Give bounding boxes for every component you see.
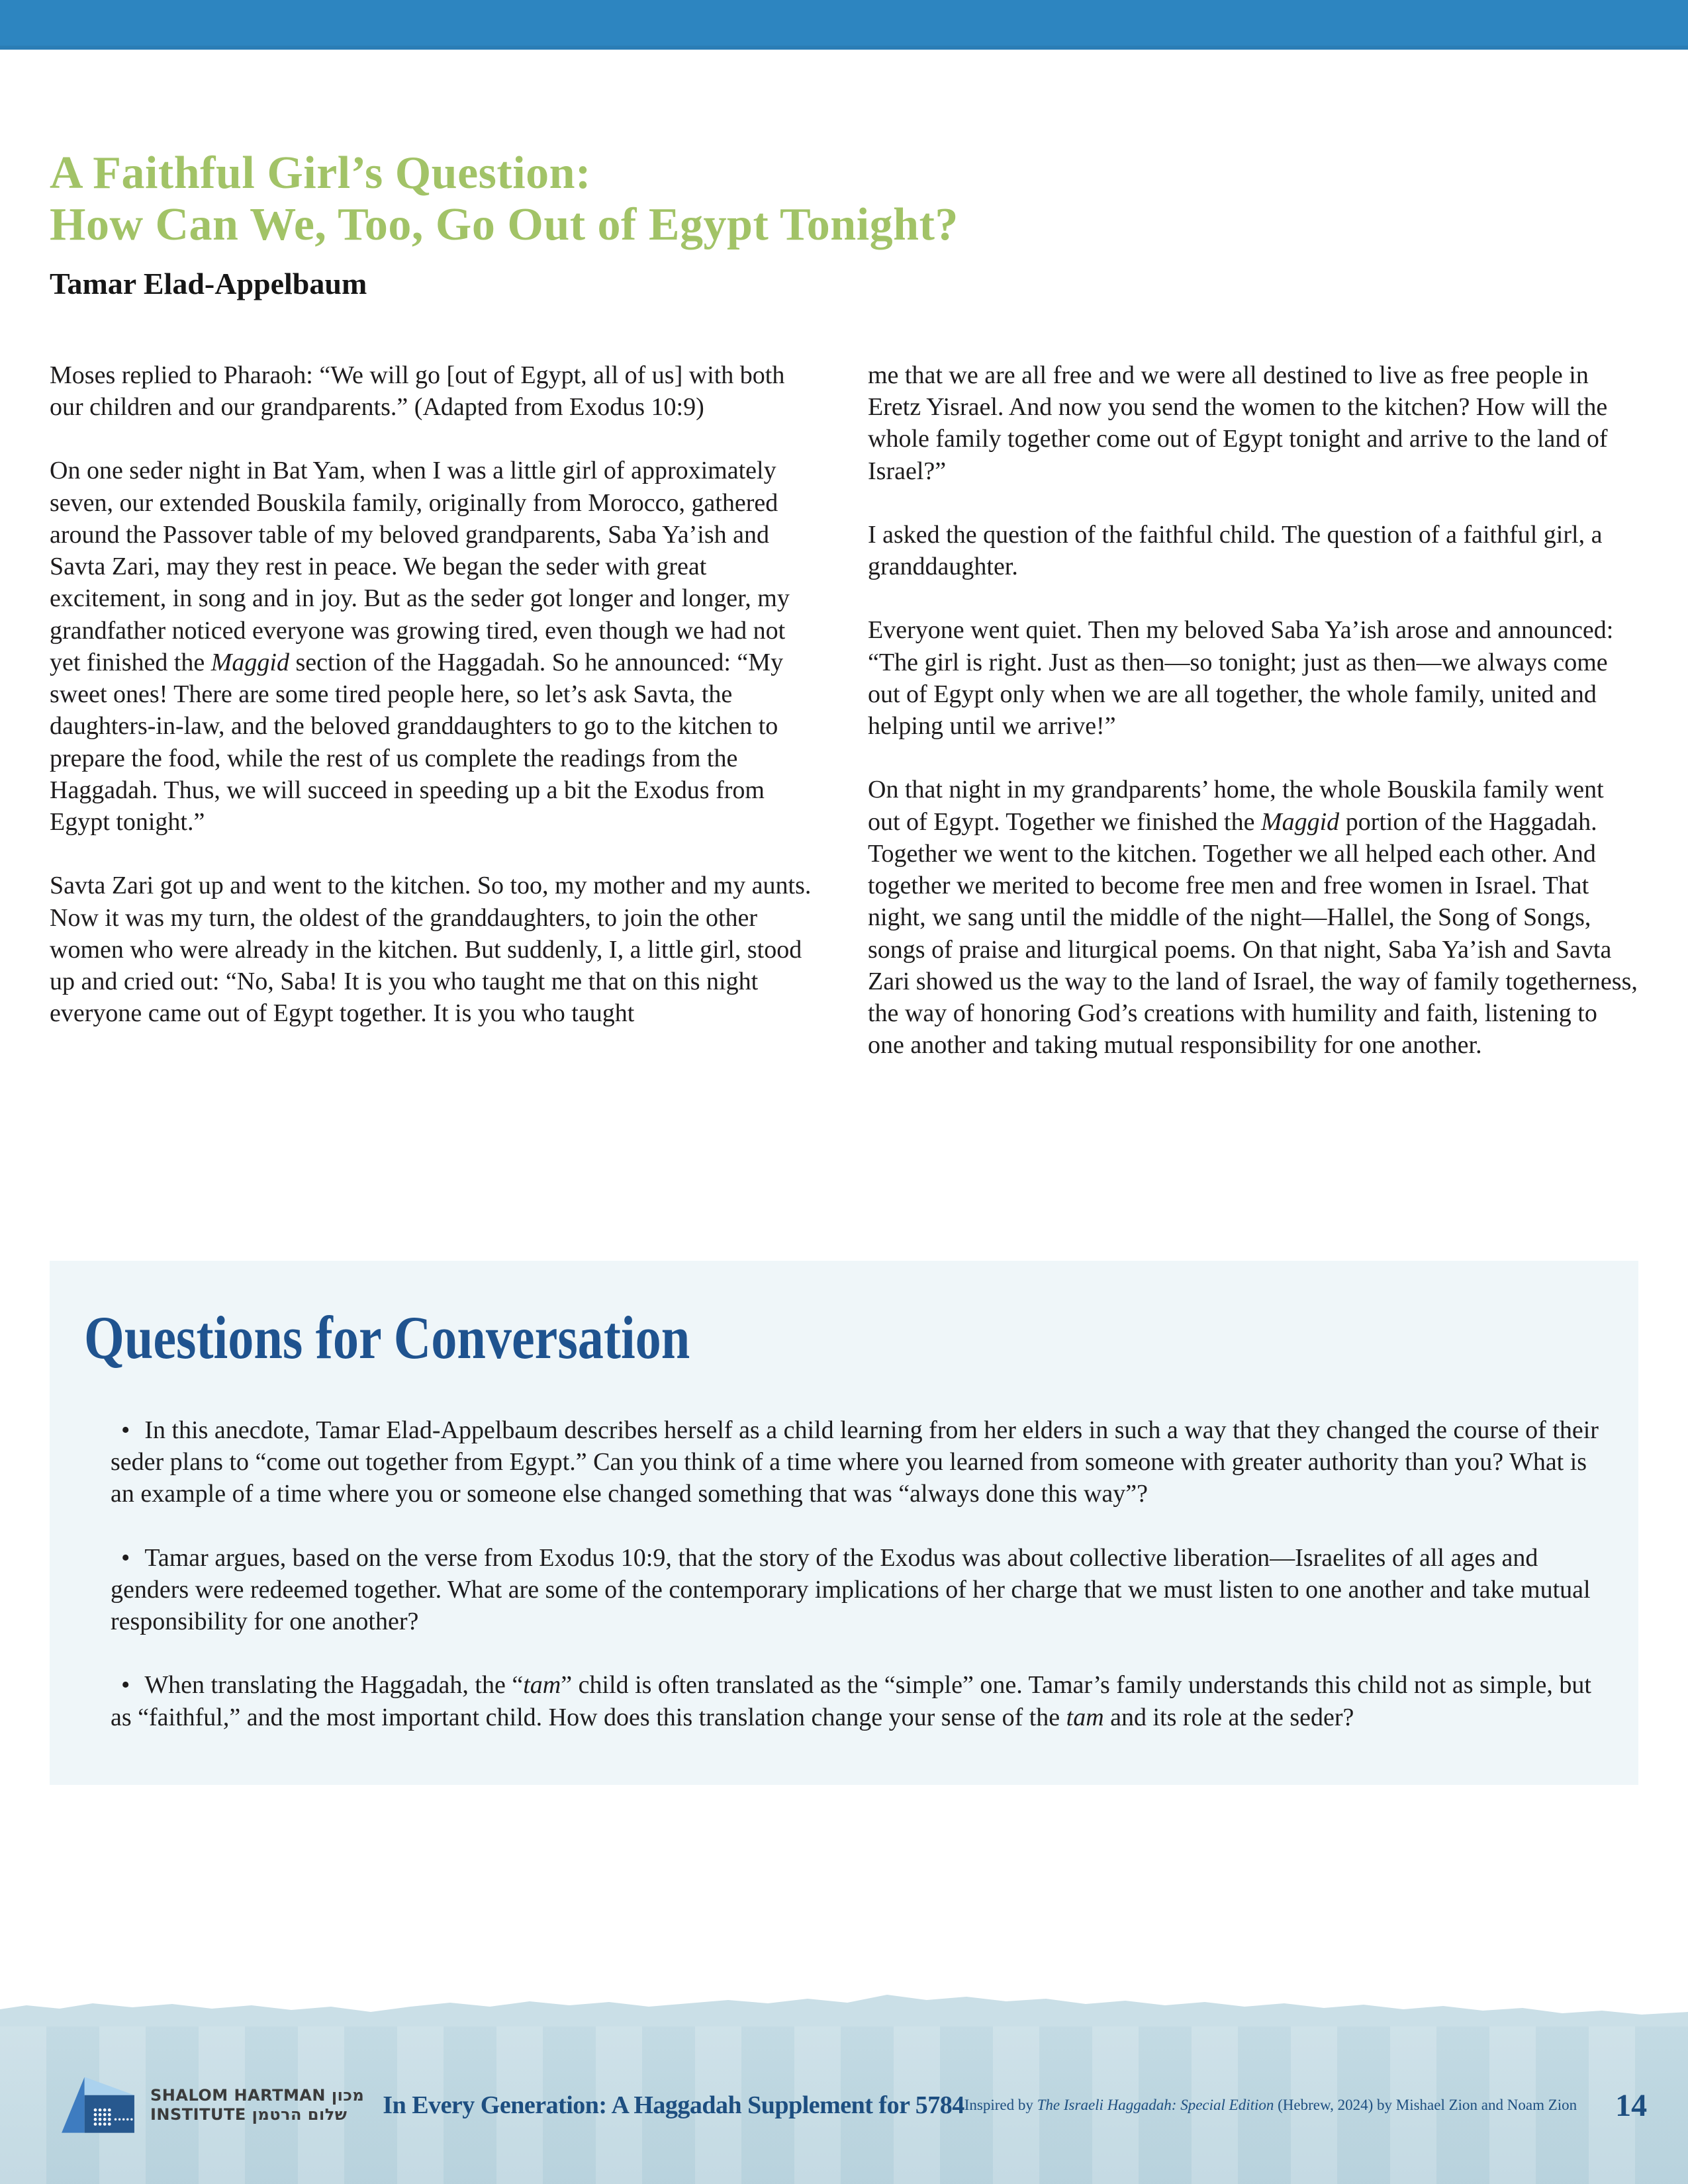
bullet-dot: • [121,1416,130,1444]
questions-box [50,1261,1638,1785]
bullet-dot: • [121,1543,130,1572]
article-paragraph: On one seder night in Bat Yam, when I was a little girl of approximately seven, our extended Bouskila family, originally from Morocco, gathered around the Passover table of my beloved grandparents, Saba Ya’ish and Savta Zari, may they rest in peace. We began the seder with great excitement, in song and in joy. But as the seder got longer and longer, my grandfather noticed everyone was growing tired, even though we had not yet finished the Maggid section of the Haggadah. So he announced: “My sweet ones! There are some tired people here, so let’s ask Savta, the daughters-in-law, and the beloved granddaughters to go to the kitchen to prepare the food, while the rest of us complete the readings from the Haggadah. Thus, we will succeed in speeding up a bit the Exodus from Egypt tonight.” [50,457,790,837]
article-paragraph: Savta Zari got up and went to the kitchen. So too, my mother and my aunts. Now it was my turn, the oldest of the granddaughters, to join the other women who were already in the kitchen. But suddenly, I, a little girl, stood up and cried out: “No, Saba! It is you who taught me that on this night everyone came out of Egypt together. It is you who taught [50,872,812,1028]
shalom-hartman-logo-text [150,2086,364,2124]
question-text: When translating the Haggadah, the “tam” child is often translated as the “simple” one. Tamar’s family understands this child not as simple, but as “faithful,” and the most important child. How does this translation change your sense of the tam and its role at the seder? [111,1671,1591,1731]
article-columns [50,359,1638,1261]
question-text: Tamar argues, based on the verse from Exodus 10:9, that the story of the Exodus was about collective liberation—Israelites of all ages and genders were redeemed together. What are some of the contemporary implications of her charge that we must listen to one another and take mutual responsibility for one another? [111,1543,1591,1636]
article-paragraph: me that we are all free and we were all destined to live as free people in Eretz Yisrael. And now you send the women to the kitchen? How will the whole family together come out of Egypt tonight and arrive to the land of Israel?” [868,361,1608,485]
author-byline: Tamar Elad-Appelbaum [50,266,367,300]
footer-content [0,2026,1688,2184]
footer-brand-title: In Every Generation: A Haggadah Supplement for 5784 [383,2091,964,2119]
footer-credit: Inspired by The Israeli Haggadah: Special Edition (Hebrew, 2024) by Mishael Zion and Noam Zion [964,2097,1577,2113]
article-paragraph: Moses replied to Pharaoh: “We will go [out of Egypt, all of us] with both our children and our grandparents.” (Adapted from Exodus 10:9) [50,361,785,422]
page-title-line-1: A Faithful Girl’s Question: [50,148,591,199]
page-title [50,148,1638,251]
page-title-line-2: How Can We, Too, Go Out of Egypt Tonight? [50,199,959,251]
question-text: In this anecdote, Tamar Elad-Appelbaum describes herself as a child learning from her elders in such a way that they changed the course of their seder plans to “come out together from Egypt.” Can you think of a time where you learned from someone with greater authority than you? What is an example of a time where you or someone else changed something that was “always done this way”? [111,1416,1599,1508]
question-item [84,1669,1599,1733]
article-column-left [50,359,820,1030]
footer-page-number: 14 [1615,2087,1648,2123]
article-paragraph: On that night in my grandparents’ home, the whole Bouskila family went out of Egypt. Together we finished the Maggid portion of the Haggadah. Together we went to the kitchen. Together we all helped each other. And together we merited to become free men and free women in Israel. That night, we sang until the middle of the night—Hallel, the Song of Songs, songs of praise and liturgical poems. On that night, Saba Ya’ish and Savta Zari showed us the way to the land of Israel, the way of family togetherness, the way of honoring God’s creations with humility and faith, listening to one another and taking mutual responsibility for one another. [868,776,1638,1060]
questions-heading: Questions for Conversation [84,1303,690,1371]
question-item [84,1414,1599,1510]
logo-text-line-1: SHALOM HARTMAN מכון [150,2086,365,2105]
article-paragraph: Everyone went quiet. Then my beloved Saba Ya’ish arose and announced: “The girl is right. Just as then—so tonight; just as then—we always come out of Egypt only when we are all together, the whole family, united and helping until we arrive!” [868,616,1614,741]
bullet-dot: • [121,1671,130,1700]
logo-text-line-2: INSTITUTE שלום הרטמן [150,2105,348,2124]
top-accent-bar [0,0,1688,50]
questions-list [84,1414,1599,1733]
article-column-right [868,359,1638,1062]
footer [0,2026,1688,2184]
shalom-hartman-logo-icon [56,2075,137,2136]
article-paragraph: I asked the question of the faithful child. The question of a faithful girl, a granddaughter. [868,520,1603,581]
torn-paper-edge [0,1987,1688,2026]
question-item [84,1542,1599,1638]
article-content [0,148,1688,1261]
